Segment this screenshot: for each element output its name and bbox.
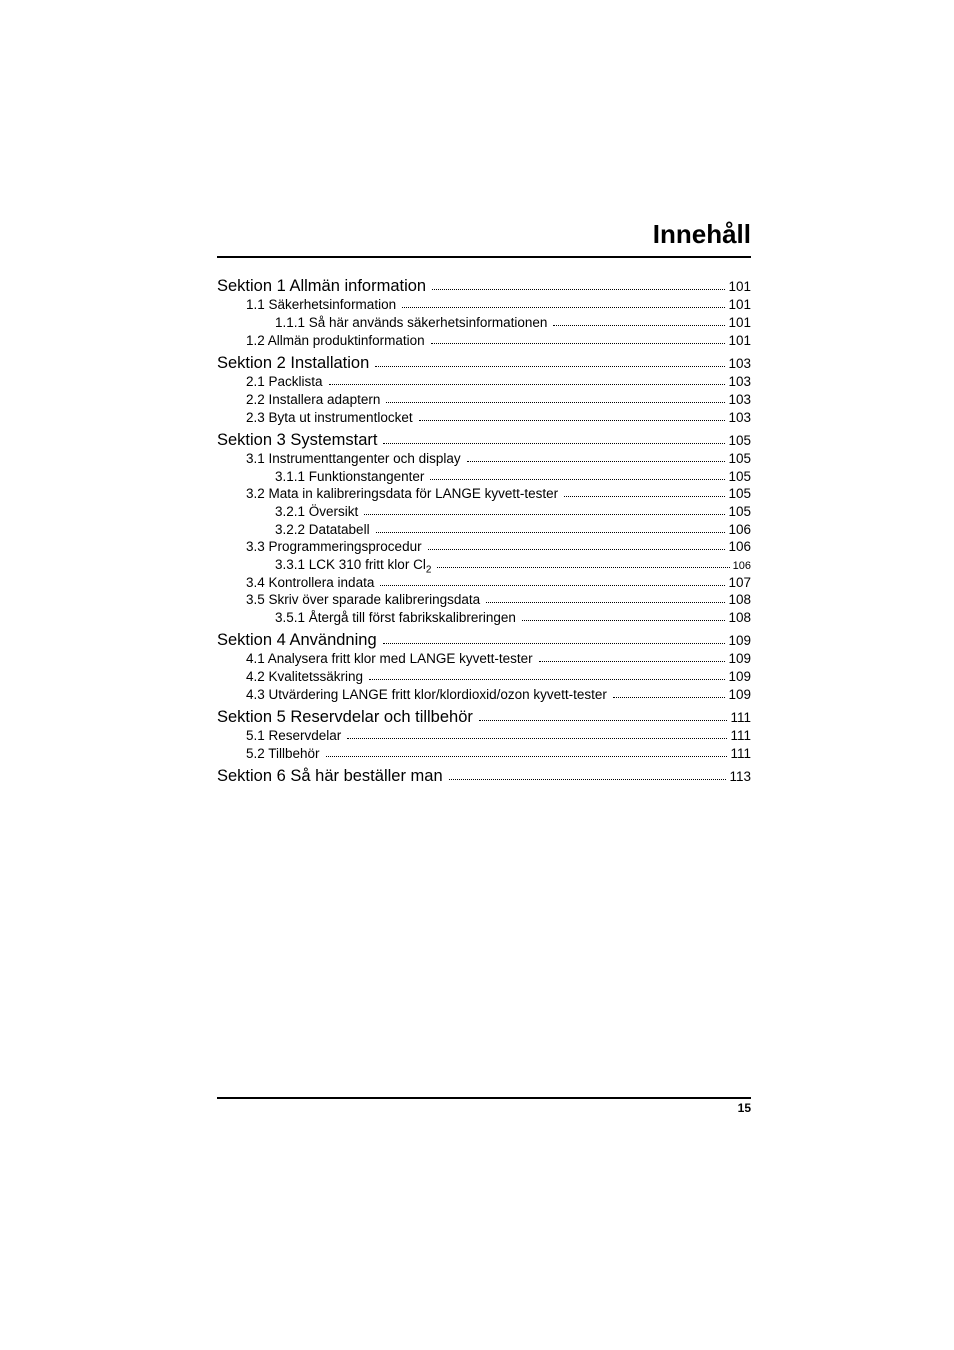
toc-entry-page: 109 [728,651,751,666]
dot-leader [347,738,727,739]
toc-entry-label: 3.4 Kontrollera indata [246,575,375,590]
toc-entry-label: 2.1 Packlista [246,374,323,389]
toc-entry-5-1[interactable] [217,728,751,743]
dot-leader [326,756,728,757]
dot-leader [380,585,725,586]
dot-leader [329,384,726,385]
dot-leader [383,643,726,644]
dot-leader [449,779,727,780]
toc-entry-2-1[interactable] [217,374,751,389]
page-title: Innehåll [652,219,751,249]
toc-entry-label: 2.3 Byta ut instrumentlocket [246,410,413,425]
toc-entry-label [275,557,431,576]
toc-entry-page: 111 [730,728,751,743]
toc-entry-page: 109 [728,633,751,648]
dot-leader [402,307,725,308]
toc-entry-4-2[interactable] [217,669,751,684]
toc-entry-label: 2.2 Installera adaptern [246,392,381,407]
toc-entry-page: 105 [728,504,751,519]
toc-entry-page: 101 [728,279,751,294]
toc-entry-label: Sektion 2 Installation [217,354,370,372]
dot-leader [522,620,726,621]
dot-leader [431,343,726,344]
toc-entry-label: 3.5 Skriv över sparade kalibreringsdata [246,592,481,607]
toc-entry-3-5-1[interactable] [217,610,751,625]
toc-entry-page: 113 [729,769,751,784]
toc-entry-page: 103 [728,374,751,389]
toc-entry-page: 105 [728,451,751,466]
toc-entry-3-4[interactable] [217,575,751,590]
toc-entry-label: Sektion 3 Systemstart [217,431,378,449]
dot-leader [383,443,725,444]
toc-entry-1-1-1[interactable] [217,315,751,330]
dot-leader [369,679,725,680]
toc-entry-page: 108 [728,592,751,607]
toc-entry-label: 4.3 Utvärdering LANGE fritt klor/klordioxid/ozon kyvett-tester [246,687,607,702]
toc-entry-page: 106 [728,539,751,554]
dot-leader [437,567,729,568]
toc-entry-label: 3.2.1 Översikt [275,504,359,519]
toc-section-1[interactable] [217,277,751,296]
dot-leader [386,402,725,403]
toc-entry-label: 1.2 Allmän produktinformation [246,333,425,348]
toc-entry-label: Sektion 1 Allmän information [217,277,427,295]
dot-leader [430,479,725,480]
toc-section-6[interactable] [217,767,751,786]
dot-leader [486,602,725,603]
dot-leader [428,549,726,550]
dot-leader [613,697,726,698]
toc-entry-1-1[interactable] [217,297,751,312]
toc-entry-page: 101 [728,333,751,348]
page-number: 15 [737,1101,751,1115]
toc-entry-page: 107 [728,575,751,590]
toc-entry-label: 3.2 Mata in kalibreringsdata för LANGE kyvett-tester [246,486,559,501]
dot-leader [432,289,725,290]
toc-entry-page: 101 [728,297,751,312]
toc-entry-2-2[interactable] [217,392,751,407]
toc-entry-page: 108 [728,610,751,625]
dot-leader [564,496,725,497]
subscript-2: 2 [425,564,432,576]
toc-section-4[interactable] [217,631,751,650]
toc-entry-3-2-2[interactable] [217,522,751,537]
toc-entry-page: 109 [728,669,751,684]
toc-entry-3-5[interactable] [217,592,751,607]
toc-entry-label: 3.1.1 Funktionstangenter [275,469,425,484]
toc-entry-3-2-1[interactable] [217,504,751,519]
toc-entry-page: 111 [730,746,751,761]
toc-entry-page: 106 [728,522,751,537]
toc-entry-label-text: 3.3.1 LCK 310 fritt klor Cl [275,557,426,572]
dot-leader [419,420,726,421]
toc-entry-label: 3.1 Instrumenttangenter och display [246,451,461,466]
toc-entry-page: 105 [728,486,751,501]
toc-entry-page: 103 [728,392,751,407]
dot-leader [375,366,725,367]
toc-entry-page: 106 [732,560,751,572]
dot-leader [553,325,725,326]
toc-entry-page: 103 [728,410,751,425]
toc-entry-3-1[interactable] [217,451,751,466]
toc-entry-2-3[interactable] [217,410,751,425]
dot-leader [364,514,725,515]
toc-entry-label: Sektion 5 Reservdelar och tillbehör [217,708,473,726]
dot-leader [479,720,728,721]
toc-entry-5-2[interactable] [217,746,751,761]
toc-entry-3-1-1[interactable] [217,469,751,484]
toc-entry-label: 5.2 Tillbehör [246,746,320,761]
toc-entry-page: 109 [728,687,751,702]
toc-entry-label: 5.1 Reservdelar [246,728,342,743]
toc-entry-page: 105 [728,433,751,448]
toc-entry-label: 4.1 Analysera fritt klor med LANGE kyvett-tester [246,651,533,666]
toc-entry-page: 103 [728,356,751,371]
dot-leader [467,461,726,462]
toc-entry-3-3[interactable] [217,539,751,554]
toc-entry-3-2[interactable] [217,486,751,501]
toc-entry-label: 3.5.1 Återgå till först fabrikskalibreringen [275,610,516,625]
toc-entry-label: Sektion 4 Användning [217,631,377,649]
title-rule [217,256,751,258]
dot-leader [376,532,726,533]
toc-section-3[interactable] [217,431,751,450]
toc-entry-4-1[interactable] [217,651,751,666]
toc-entry-1-2[interactable] [217,333,751,348]
toc-entry-label: 1.1 Säkerhetsinformation [246,297,397,312]
toc-entry-page: 105 [728,469,751,484]
toc-entry-3-3-1[interactable] [217,557,751,576]
toc-entry-label: Sektion 6 Så här beställer man [217,767,443,785]
toc-entry-label: 4.2 Kvalitetssäkring [246,669,364,684]
toc-entry-4-3[interactable] [217,687,751,702]
toc-entry-label: 3.3 Programmeringsprocedur [246,539,422,554]
toc-entry-page: 111 [730,710,751,725]
toc-entry-label: 3.2.2 Datatabell [275,522,370,537]
toc-entry-page: 101 [728,315,751,330]
toc-section-2[interactable] [217,354,751,373]
toc-section-5[interactable] [217,708,751,727]
footer-rule [217,1097,751,1099]
dot-leader [539,661,726,662]
toc-entry-label: 1.1.1 Så här används säkerhetsinformationen [275,315,548,330]
